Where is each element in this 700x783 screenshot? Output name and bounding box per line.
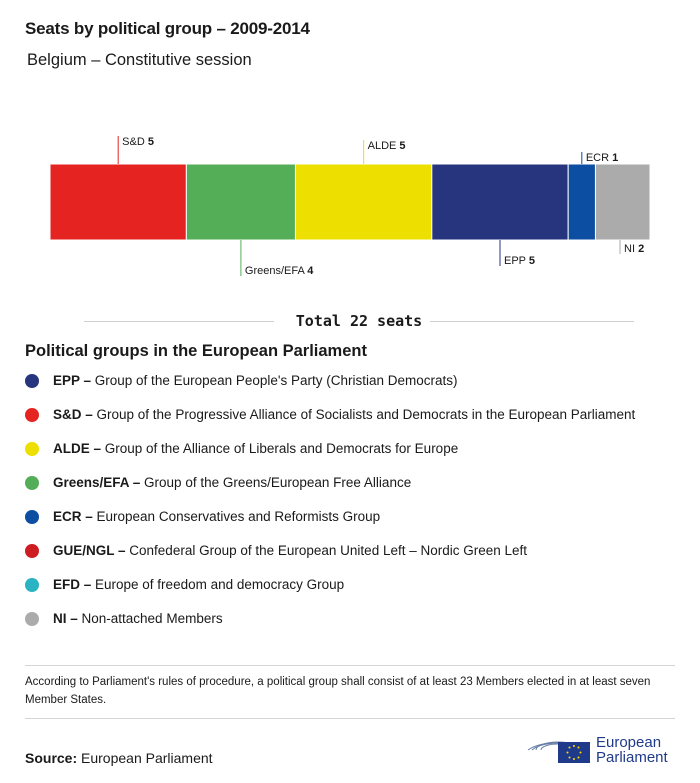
legend-dot-icon (25, 510, 39, 524)
legend-text (53, 440, 458, 457)
data-label-greens-efa: Greens/EFA 4 (244, 265, 314, 277)
legend-text (53, 372, 458, 389)
legend-description: Group of the European People's Party (Christian Democrats) (94, 373, 458, 388)
legend (25, 372, 685, 644)
legend-description: Group of the Progressive Alliance of Socialists and Democrats in the European Parliament (96, 407, 636, 422)
legend-dot-icon (25, 612, 39, 626)
legend-item (25, 508, 685, 542)
data-label-ni: NI 2 (624, 243, 645, 255)
divider-top (25, 665, 675, 666)
legend-item (25, 610, 685, 644)
legend-text (53, 542, 527, 559)
legend-item (25, 576, 685, 610)
source-label: Source: (25, 750, 78, 766)
legend-text (53, 474, 411, 491)
legend-text (53, 576, 344, 593)
chart-subtitle: Belgium – Constitutive session (27, 51, 252, 69)
legend-abbr: ECR – (53, 509, 97, 524)
legend-item (25, 372, 685, 406)
legend-text (53, 406, 635, 423)
legend-dot-icon (25, 578, 39, 592)
legend-abbr: S&D – (53, 407, 97, 422)
bar-segment-epp (432, 164, 568, 240)
data-label-alde: ALDE 5 (367, 140, 406, 152)
chart-title: Seats by political group – 2009-2014 (25, 19, 310, 38)
legend-abbr: ALDE – (53, 441, 105, 456)
source (25, 750, 213, 766)
bar-segment-ni (595, 164, 650, 240)
legend-abbr: NI – (53, 611, 82, 626)
legend-item (25, 440, 685, 474)
legend-abbr: EPP – (53, 373, 95, 388)
logo-line-1: European (596, 734, 662, 751)
legend-dot-icon (25, 476, 39, 490)
legend-description: European Conservatives and Reformists Group (96, 509, 381, 524)
data-label-ecr: ECR 1 (585, 152, 619, 164)
bar-segment-alde (295, 164, 431, 240)
legend-description: Group of the Alliance of Liberals and Democrats for Europe (104, 441, 459, 456)
bar-segment-s-d (50, 164, 186, 240)
footnote: According to Parliament's rules of procedure, a political group shall consist of at least 23 Members elected in at least seven Member States. (25, 676, 651, 706)
legend-text (53, 508, 380, 525)
legend-description: Europe of freedom and democracy Group (95, 577, 345, 592)
legend-dot-icon (25, 408, 39, 422)
source-value: European Parliament (81, 750, 213, 766)
total-seats (84, 312, 634, 332)
legend-description: Non-attached Members (81, 611, 223, 626)
legend-text (53, 610, 223, 627)
bar-segment-ecr (568, 164, 595, 240)
legend-heading: Political groups in the European Parliament (25, 342, 367, 360)
total-seats-label: Total 22 seats (288, 312, 430, 330)
seats-bar-chart (0, 0, 700, 300)
divider-bottom (25, 718, 675, 719)
legend-dot-icon (25, 442, 39, 456)
legend-item (25, 474, 685, 508)
bar-segment-greens-efa (186, 164, 295, 240)
logo-text (596, 735, 668, 765)
legend-item (25, 406, 685, 440)
legend-dot-icon (25, 374, 39, 388)
data-label-s-d: S&D 5 (122, 136, 154, 148)
logo-line-2: Parliament (596, 749, 668, 766)
legend-dot-icon (25, 544, 39, 558)
legend-description: Group of the Greens/European Free Alliance (144, 475, 412, 490)
legend-item (25, 542, 685, 576)
legend-abbr: EFD – (53, 577, 96, 592)
legend-abbr: Greens/EFA – (53, 475, 145, 490)
legend-description: Confederal Group of the European United Left – Nordic Green Left (129, 543, 528, 558)
data-label-epp: EPP 5 (504, 255, 535, 267)
legend-abbr: GUE/NGL – (53, 543, 130, 558)
